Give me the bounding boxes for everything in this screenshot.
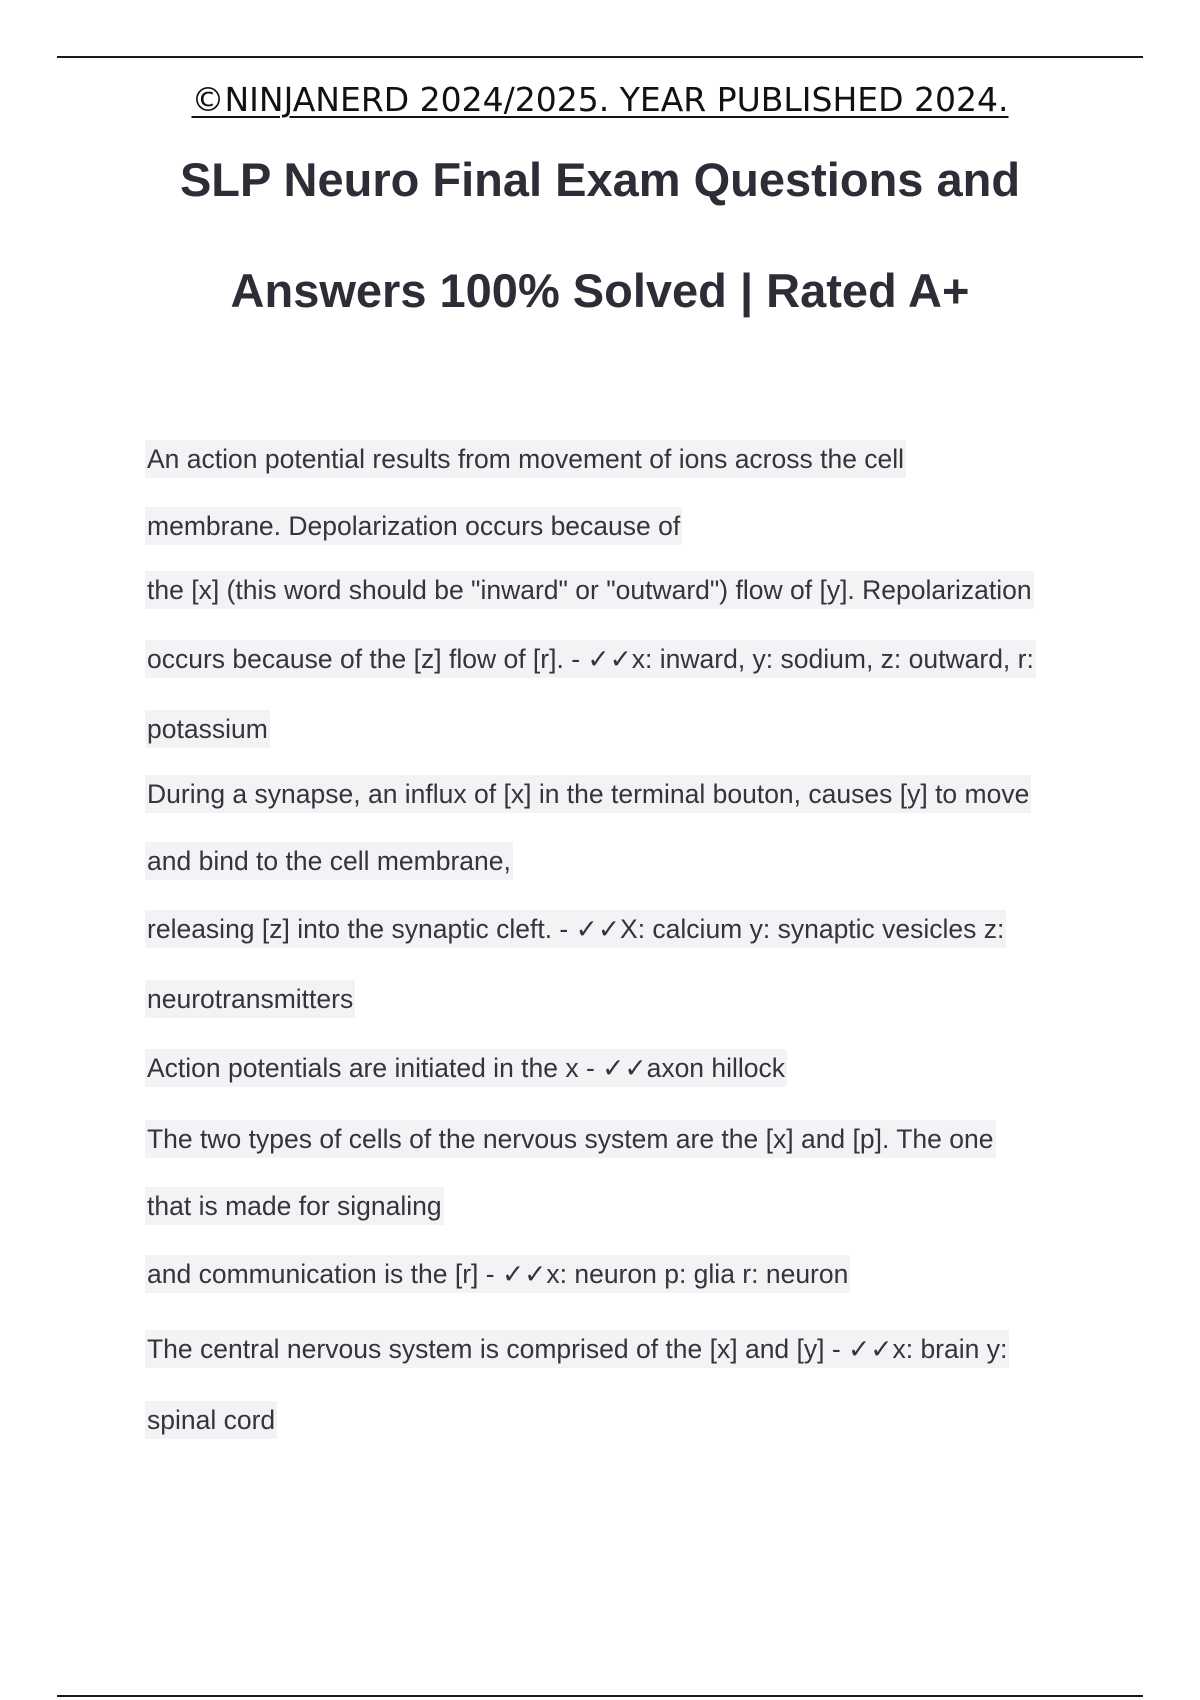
top-rule bbox=[57, 56, 1143, 58]
body-line: and bind to the cell membrane, bbox=[145, 842, 513, 880]
copyright-text: ©NINJANERD 2024/2025. YEAR PUBLISHED 2024. bbox=[191, 80, 1009, 119]
document-title-line-1: SLP Neuro Final Exam Questions and bbox=[179, 153, 1021, 206]
body-line: membrane. Depolarization occurs because of bbox=[145, 507, 682, 545]
document-title-line-2: Answers 100% Solved | Rated A+ bbox=[230, 264, 970, 317]
body-line: potassium bbox=[145, 710, 270, 748]
body-line: The two types of cells of the nervous system are the [x] and [p]. The one bbox=[145, 1120, 996, 1158]
body-line: that is made for signaling bbox=[145, 1187, 444, 1225]
body-line: The central nervous system is comprised of the [x] and [y] - ✓✓x: brain y: bbox=[145, 1330, 1009, 1368]
body-line: Action potentials are initiated in the x - ✓✓axon hillock bbox=[145, 1049, 787, 1087]
body-line: During a synapse, an influx of [x] in the terminal bouton, causes [y] to move bbox=[145, 775, 1031, 813]
body-line: releasing [z] into the synaptic cleft. - ✓✓X: calcium y: synaptic vesicles z: bbox=[145, 910, 1006, 948]
body-line: spinal cord bbox=[145, 1401, 277, 1439]
body-line: and communication is the [r] - ✓✓x: neuron p: glia r: neuron bbox=[145, 1255, 850, 1293]
body-line: occurs because of the [z] flow of [r]. - ✓✓x: inward, y: sodium, z: outward, r: bbox=[145, 640, 1036, 678]
copyright-header bbox=[0, 80, 1200, 119]
bottom-rule bbox=[57, 1695, 1143, 1697]
body-line: neurotransmitters bbox=[145, 980, 355, 1018]
body-line: An action potential results from movement of ions across the cell bbox=[145, 440, 906, 478]
body-line: the [x] (this word should be "inward" or "outward") flow of [y]. Repolarization bbox=[145, 571, 1034, 609]
